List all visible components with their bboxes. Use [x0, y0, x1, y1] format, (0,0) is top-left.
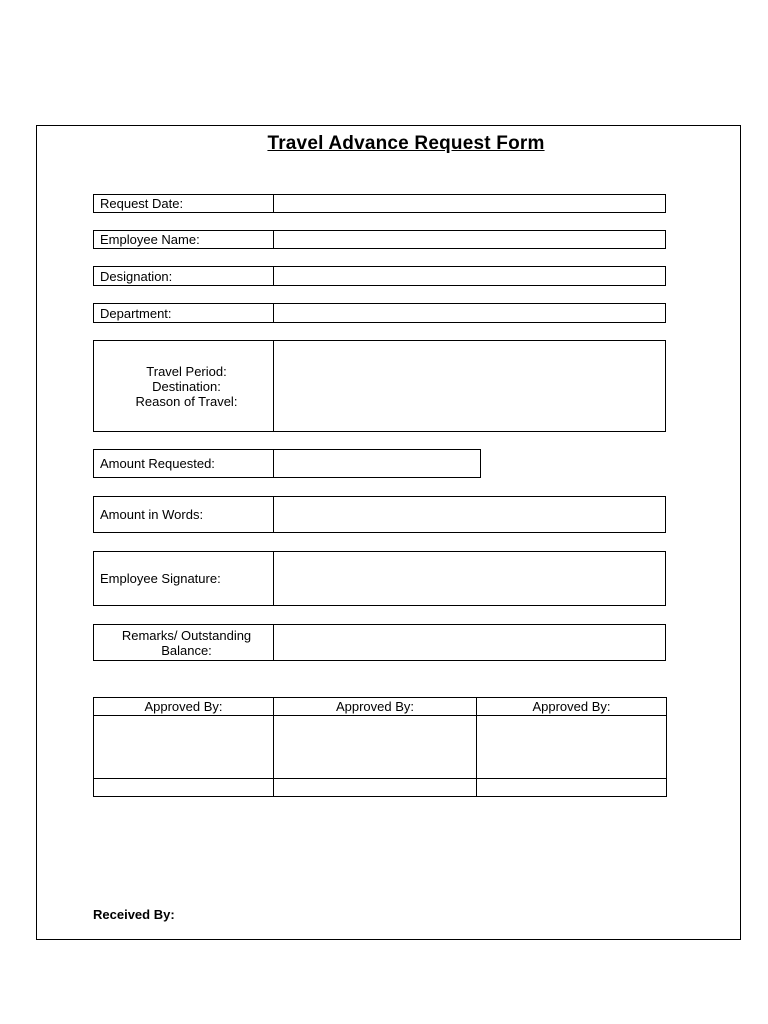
amount-in-words-field[interactable] — [274, 497, 665, 532]
remarks-labels — [94, 625, 274, 660]
approver-3-name-cell[interactable] — [477, 779, 667, 797]
travel-details-field[interactable] — [274, 341, 665, 431]
approval-header-row — [94, 698, 667, 716]
approver-2-signature-cell[interactable] — [274, 716, 477, 779]
reason-of-travel-label: Reason of Travel: — [135, 393, 238, 409]
employee-signature-label: Employee Signature: — [94, 552, 274, 605]
approved-by-header-2: Approved By: — [274, 698, 477, 716]
received-by-label: Received By: — [93, 907, 175, 922]
request-date-label: Request Date: — [94, 195, 274, 212]
remarks-field[interactable] — [274, 625, 665, 660]
amount-requested-row — [93, 449, 481, 478]
travel-period-label: Travel Period: — [146, 363, 227, 379]
amount-in-words-row — [93, 496, 666, 533]
designation-label: Designation: — [94, 267, 274, 285]
form-title: Travel Advance Request Form — [267, 133, 545, 154]
designation-field[interactable] — [274, 267, 665, 285]
request-date-row — [93, 194, 666, 213]
department-field[interactable] — [274, 304, 665, 322]
travel-details-labels — [94, 341, 274, 431]
amount-requested-label: Amount Requested: — [94, 450, 274, 477]
approver-1-name-cell[interactable] — [94, 779, 274, 797]
employee-name-field[interactable] — [274, 231, 665, 248]
employee-signature-row — [93, 551, 666, 606]
remarks-label-line2: Balance: — [161, 642, 212, 658]
amount-requested-field[interactable] — [274, 450, 480, 477]
approval-signature-row — [94, 716, 667, 779]
approver-1-signature-cell[interactable] — [94, 716, 274, 779]
approved-by-header-3: Approved By: — [477, 698, 667, 716]
department-label: Department: — [94, 304, 274, 322]
remarks-label-line1: Remarks/ Outstanding — [121, 627, 252, 643]
employee-signature-field[interactable] — [274, 552, 665, 605]
approver-3-signature-cell[interactable] — [477, 716, 667, 779]
employee-name-row — [93, 230, 666, 249]
designation-row — [93, 266, 666, 286]
remarks-row — [93, 624, 666, 661]
travel-details-row — [93, 340, 666, 432]
employee-name-label: Employee Name: — [94, 231, 274, 248]
approval-table — [93, 697, 667, 797]
approval-name-row — [94, 779, 667, 797]
approver-2-name-cell[interactable] — [274, 779, 477, 797]
approved-by-header-1: Approved By: — [94, 698, 274, 716]
department-row — [93, 303, 666, 323]
destination-label: Destination: — [152, 378, 221, 394]
amount-in-words-label: Amount in Words: — [94, 497, 274, 532]
request-date-field[interactable] — [274, 195, 665, 212]
